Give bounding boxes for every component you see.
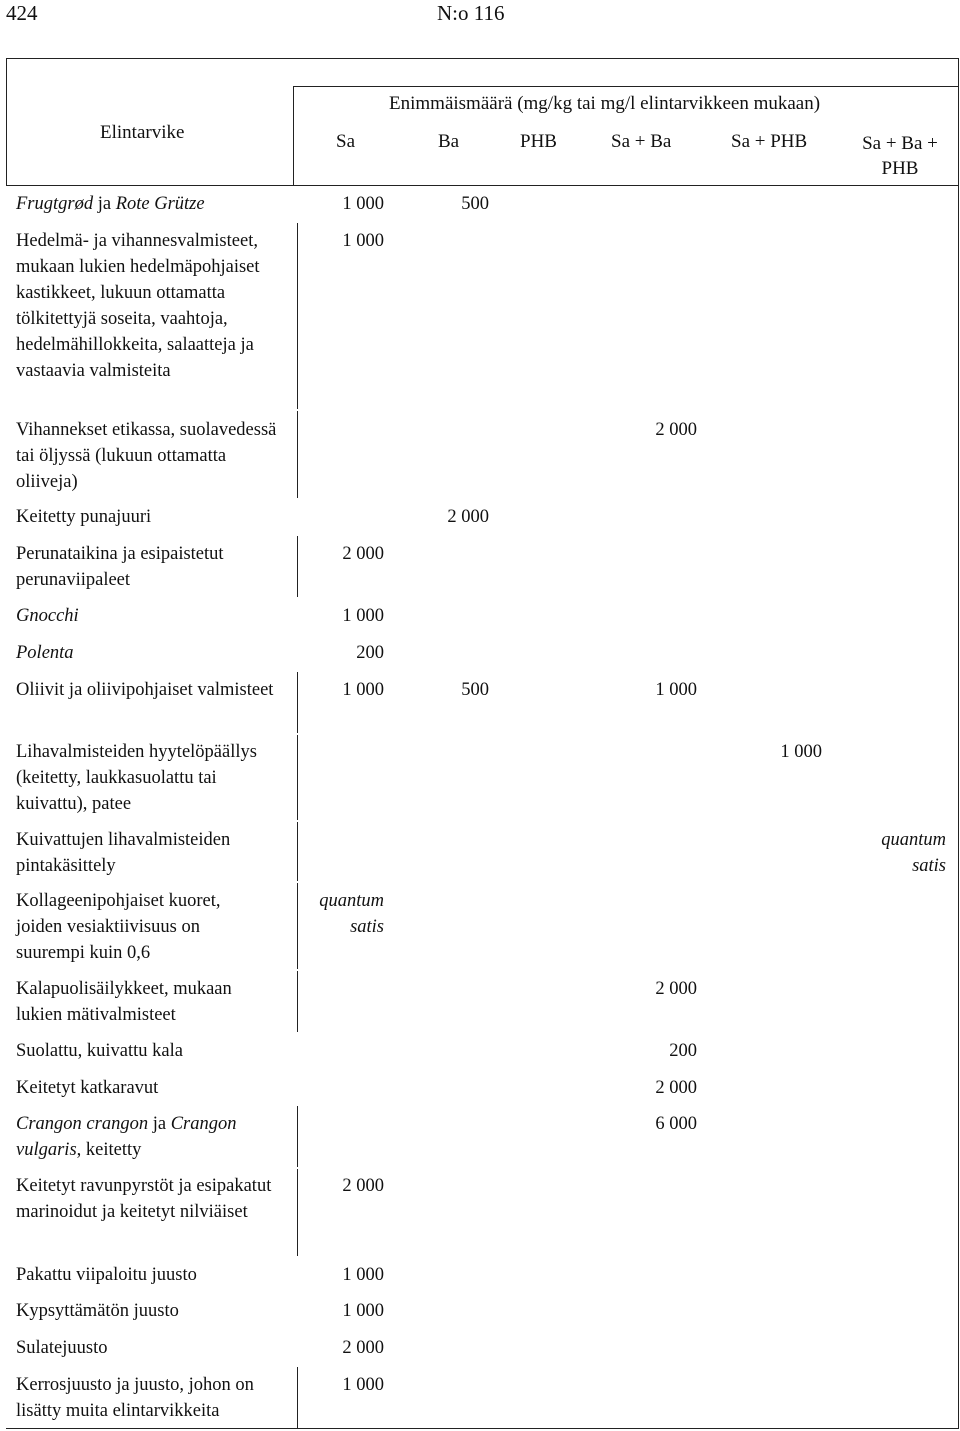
food-column-divider — [297, 822, 298, 881]
row-label — [16, 1335, 536, 1361]
cell-sa: 2 000 — [342, 544, 384, 564]
table-right-border — [958, 58, 959, 1429]
food-column-divider — [297, 1106, 298, 1167]
column-header-sa: Sa — [336, 131, 355, 152]
row-label-segment: Crangon crangon — [16, 1114, 149, 1134]
food-column-divider — [297, 883, 298, 969]
cell-sa-ba: 1 000 — [655, 680, 697, 700]
cell-sa: 200 — [356, 643, 384, 663]
food-column-divider — [297, 1367, 298, 1428]
row-label — [16, 1372, 296, 1424]
cell-sa-ba: 200 — [669, 1041, 697, 1061]
row-label-segment: Oliivit ja oliivipohjaiset valmisteet — [16, 680, 274, 700]
row-label — [16, 1111, 278, 1163]
cell-sa: 1 000 — [342, 606, 384, 626]
cell-sa: 1 000 — [342, 1265, 384, 1285]
table-bottom-rule — [6, 1428, 959, 1429]
issue-number: N:o 116 — [437, 1, 505, 25]
row-label-segment: Kerrosjuusto ja juusto, johon on lisätty muita elintarvikkeita — [16, 1375, 254, 1421]
row-label — [16, 603, 536, 629]
row-label-segment: Crangon vulgaris — [16, 1114, 237, 1160]
cell-sa: 1 000 — [342, 1301, 384, 1321]
max-amount-group-header: Enimmäismäärä (mg/kg tai mg/l elintarvikkeen mukaan) — [389, 93, 821, 114]
row-label-segment: Polenta — [16, 643, 74, 663]
food-column-divider — [297, 672, 298, 733]
row-label — [16, 1075, 536, 1101]
cell-sa: 2 000 — [342, 1338, 384, 1358]
row-label — [16, 976, 266, 1028]
column-header-sa-phb: Sa + PHB — [731, 131, 808, 152]
row-label-segment: Keitetyt ravunpyrstöt ja esipakatut marinoidut ja keitetyt nilviäiset — [16, 1176, 272, 1222]
row-label-segment: Pakattu viipaloitu juusto — [16, 1265, 197, 1285]
column-header-sa-ba-phb: Sa + Ba + PHB — [862, 133, 938, 179]
row-label-segment: Suolattu, kuivattu kala — [16, 1041, 183, 1061]
row-label-segment: Kypsyttämätön juusto — [16, 1301, 179, 1321]
row-label-segment: ja — [93, 194, 116, 214]
row-label — [16, 541, 266, 593]
row-label — [16, 228, 278, 384]
row-label-segment: , keitetty — [76, 1140, 142, 1160]
row-label — [16, 640, 536, 666]
cell-sa: 1 000 — [342, 194, 384, 214]
cell-sa: quantum satis — [319, 891, 384, 937]
column-header-ba: Ba — [438, 131, 460, 152]
column-header-sa-ba: Sa + Ba — [611, 131, 672, 152]
row-label — [16, 417, 286, 495]
cell-sa: 1 000 — [342, 680, 384, 700]
header-upper-rule — [6, 58, 959, 59]
row-label — [16, 739, 278, 817]
row-label-segment: Hedelmä- ja vihannesvalmisteet, mukaan lukien hedelmäpohjaiset kastikkeet, lukuun ottamatta tölkitettyjä soseita, vaahtoja, hedelmähillokkeita, salaatteja ja vastaavia valmisteita — [16, 231, 260, 381]
cell-sa: 1 000 — [342, 231, 384, 251]
row-label-segment: Lihavalmisteiden hyytelöpäällys (keitetty, laukkasuolattu tai kuivattu), patee — [16, 742, 257, 814]
cell-ba: 500 — [461, 194, 489, 214]
row-label-segment: Keitetty punajuuri — [16, 507, 152, 527]
cell-sa: 1 000 — [342, 1375, 384, 1395]
row-label — [16, 1038, 536, 1064]
cell-sa-phb: 1 000 — [780, 742, 822, 762]
page-number: 424 — [6, 1, 38, 25]
row-label-segment: Kuivattujen lihavalmisteiden pintakäsittely — [16, 830, 231, 876]
cell-sa-ba: 6 000 — [655, 1114, 697, 1134]
cell-ba: 2 000 — [447, 507, 489, 527]
row-label-segment: Kollageenipohjaiset kuoret, joiden vesiaktiivisuus on suurempi kuin 0,6 — [16, 891, 221, 963]
row-label-segment: Sulatejuusto — [16, 1338, 108, 1358]
row-label-segment: Frugtgrød — [16, 194, 94, 214]
row-label-segment: Vihannekset etikassa, suolavedessä tai öljyssä (lukuun ottamatta oliiveja) — [16, 420, 277, 492]
column-header-phb: PHB — [520, 131, 557, 152]
row-label-segment: ja — [148, 1114, 171, 1134]
cell-sa-ba: 2 000 — [655, 1078, 697, 1098]
row-label — [16, 888, 268, 966]
header-top-rule — [293, 86, 959, 87]
cell-ba: 500 — [461, 680, 489, 700]
row-label — [16, 827, 261, 879]
row-label — [16, 1298, 536, 1324]
row-label-segment: Keitetyt katkaravut — [16, 1078, 159, 1098]
header-left-border — [6, 58, 7, 186]
food-column-divider — [297, 971, 298, 1032]
row-label-segment: Perunataikina ja esipaistetut perunaviipaleet — [16, 544, 224, 590]
food-column-divider — [297, 1169, 298, 1256]
header-divider — [293, 86, 294, 186]
cell-sa: 2 000 — [342, 1176, 384, 1196]
food-column-divider — [297, 223, 298, 409]
row-label-segment: Kalapuolisäilykkeet, mukaan lukien mätivalmisteet — [16, 979, 232, 1025]
row-label — [16, 677, 274, 703]
food-column-header: Elintarvike — [100, 122, 185, 143]
row-label — [16, 1173, 281, 1225]
row-label — [16, 1262, 536, 1288]
food-column-divider — [297, 536, 298, 597]
food-column-divider — [297, 735, 298, 820]
row-label-segment: Gnocchi — [16, 606, 79, 626]
cell-sa-ba: 2 000 — [655, 420, 697, 440]
food-column-divider — [297, 411, 298, 498]
cell-sa-ba-phb: quantum satis — [881, 830, 946, 876]
row-label-segment: Rote Grütze — [115, 194, 205, 214]
row-label — [16, 191, 536, 217]
header-bottom-rule — [6, 185, 959, 186]
cell-sa-ba: 2 000 — [655, 979, 697, 999]
